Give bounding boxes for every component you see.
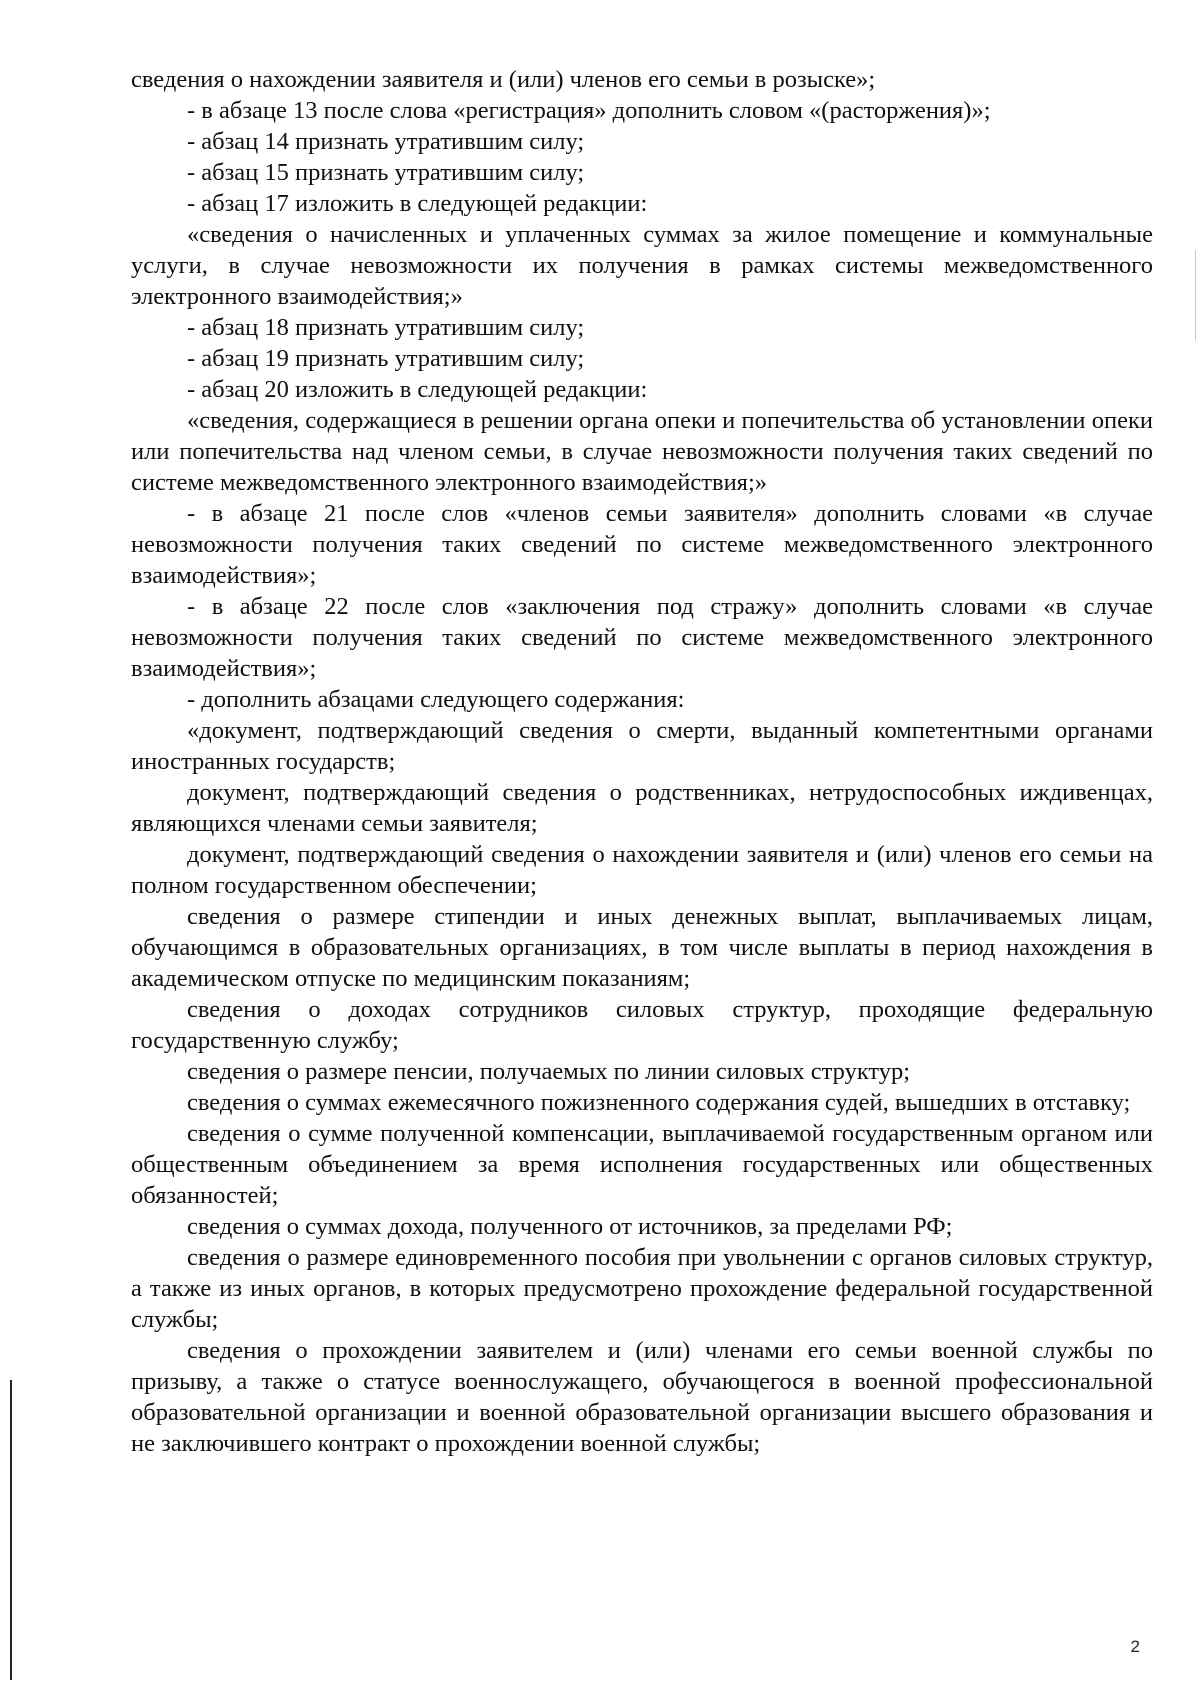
paragraph-6: «сведения о начисленных и уплаченных суммах за жилое помещение и коммунальные услуги, в случае невозможности их получения в рамках системы межведомственного электронного взаимодействия;» [131, 221, 1153, 310]
paragraph-17: сведения о размере стипендии и иных денежных выплат, выплачиваемых лицам, обучающимся в образовательных организациях, в том числе выплаты в период нахождения в академическом отпуске по медицинским показаниям; [131, 903, 1153, 992]
paragraph-24: сведения о прохождении заявителем и (или) членами его семьи военной службы по призыву, а также о статусе военнослужащего, обучающегося в военной профессиональной образовательной организации и военной образовательной организации высшего образования и не заключившего контракт о прохождении военной службы; [131, 1337, 1153, 1457]
paragraph-12: - в абзаце 22 после слов «заключения под стражу» дополнить словами «в случае невозможности получения таких сведений по системе межведомственного электронного взаимодействия»; [131, 593, 1153, 682]
paragraph-5: - абзац 17 изложить в следующей редакции: [187, 190, 648, 217]
paragraph-19: сведения о размере пенсии, получаемых по линии силовых структур; [187, 1058, 911, 1085]
paragraph-11: - в абзаце 21 после слов «членов семьи заявителя» дополнить словами «в случае невозможности получения таких сведений по системе межведомственного электронного взаимодействия»; [131, 500, 1153, 589]
paragraph-1: сведения о нахождении заявителя и (или) членов его семьи в розыске»; [131, 66, 876, 93]
paragraph-3: - абзац 14 признать утратившим силу; [187, 128, 585, 155]
paragraph-10: «сведения, содержащиеся в решении органа опеки и попечительства об установлении опеки или попечительства над членом семьи, в случае невозможности получения таких сведений по системе межведомственного электронного взаимодействия;» [131, 407, 1153, 496]
paragraph-4: - абзац 15 признать утратившим силу; [187, 159, 585, 186]
document-body [131, 64, 1153, 1459]
paragraph-7: - абзац 18 признать утратившим силу; [187, 314, 585, 341]
paragraph-20: сведения о суммах ежемесячного пожизненного содержания судей, вышедших в отставку; [187, 1089, 1131, 1116]
paragraph-16: документ, подтверждающий сведения о нахождении заявителя и (или) членов его семьи на полном государственном обеспечении; [131, 841, 1153, 899]
paragraph-15: документ, подтверждающий сведения о родственниках, нетрудоспособных иждивенцах, являющихся членами семьи заявителя; [131, 779, 1153, 837]
paragraph-22: сведения о суммах дохода, полученного от источников, за пределами РФ; [187, 1213, 953, 1240]
paragraph-2: - в абзаце 13 после слова «регистрация» дополнить словом «(расторжения)»; [187, 97, 991, 124]
paragraph-18: сведения о доходах сотрудников силовых структур, проходящие федеральную государственную службу; [131, 996, 1153, 1054]
paragraph-23: сведения о размере единовременного пособия при увольнении с органов силовых структур, а также из иных органов, в которых предусмотрено прохождение федеральной государственной службы; [131, 1244, 1153, 1333]
paragraph-21: сведения о сумме полученной компенсации, выплачиваемой государственным органом или общественным объединением за время исполнения государственных или общественных обязанностей; [131, 1120, 1153, 1209]
paragraph-14: «документ, подтверждающий сведения о смерти, выданный компетентными органами иностранных государств; [131, 717, 1153, 775]
page-number: 2 [1130, 1637, 1140, 1656]
paragraph-8: - абзац 19 признать утратившим силу; [187, 345, 585, 372]
scan-edge-line [10, 1380, 12, 1680]
scan-margin-mark [1195, 250, 1196, 340]
paragraph-9: - абзац 20 изложить в следующей редакции: [187, 376, 648, 403]
paragraph-13: - дополнить абзацами следующего содержания: [187, 686, 685, 713]
